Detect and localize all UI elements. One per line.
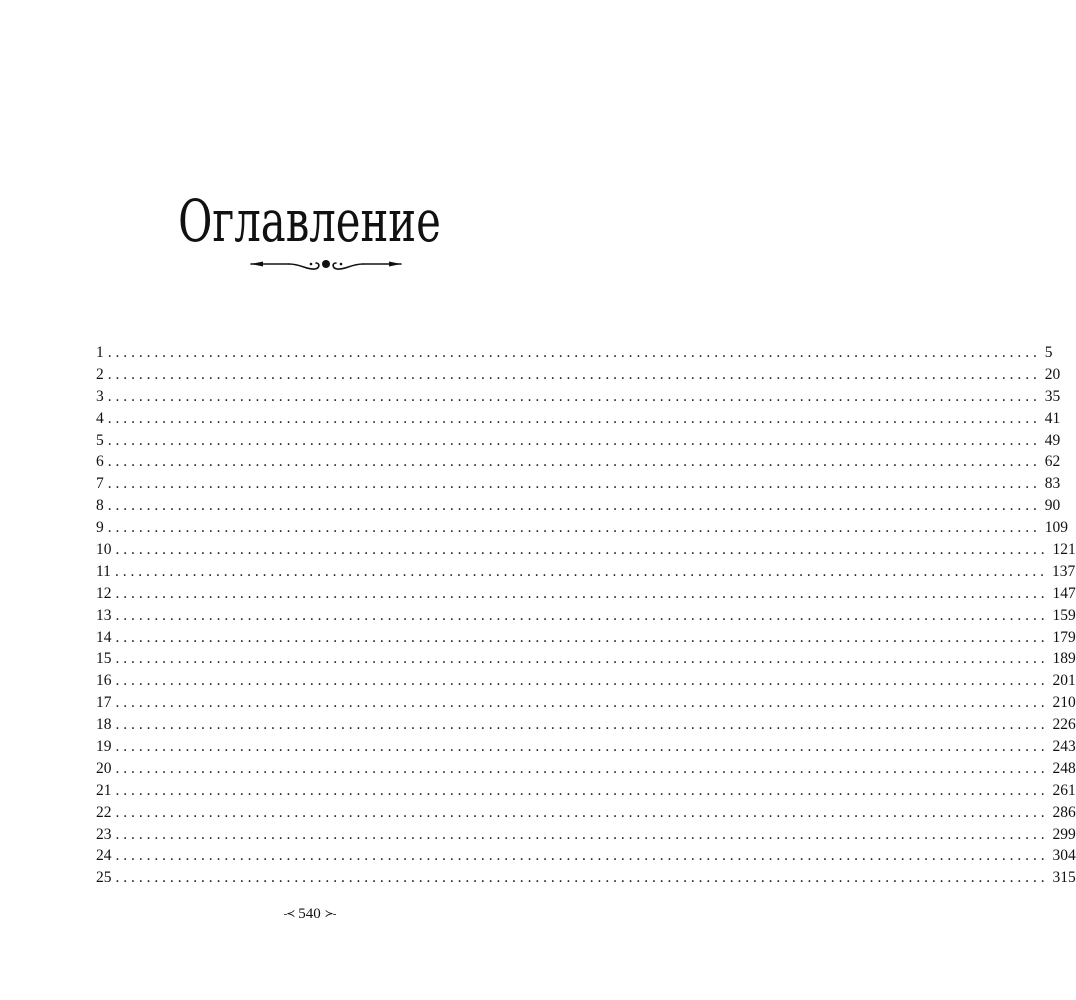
toc-dot-leader: ........................................................................................................................ <box>107 409 1041 427</box>
toc-dot-leader: ........................................................................................................................ <box>115 606 1049 624</box>
toc-dot-leader: ........................................................................................................................ <box>115 781 1049 799</box>
toc-entry[interactable] <box>96 342 1053 364</box>
toc-entry[interactable] <box>96 408 1061 430</box>
toc-entry[interactable] <box>96 845 1076 867</box>
toc-page-number: 201 <box>1049 670 1076 692</box>
toc-chapter-number: 25 <box>96 869 112 887</box>
toc-page-number: 304 <box>1049 845 1076 867</box>
toc-entry[interactable] <box>96 736 1076 758</box>
toc-dot-leader: ........................................................................................................................ <box>115 628 1049 646</box>
table-of-contents <box>96 342 1076 889</box>
toc-dot-leader: ........................................................................................................................ <box>115 716 1049 734</box>
toc-entry[interactable] <box>96 561 1076 583</box>
toc-dot-leader: ........................................................................................................................ <box>115 803 1049 821</box>
toc-entry[interactable] <box>96 692 1076 714</box>
folio-page-number: 540 <box>298 906 321 922</box>
toc-dot-leader: ........................................................................................................................ <box>107 475 1041 493</box>
toc-chapter-number: 12 <box>96 584 112 602</box>
toc-entry[interactable] <box>96 824 1076 846</box>
toc-dot-leader: ........................................................................................................................ <box>115 650 1049 668</box>
toc-chapter-number: 10 <box>96 541 112 559</box>
toc-dot-leader: ........................................................................................................................ <box>115 847 1049 865</box>
toc-page-number: 261 <box>1049 780 1076 802</box>
toc-chapter-number: 4 <box>96 409 104 427</box>
flourish-divider-icon <box>249 255 403 275</box>
toc-page-number: 20 <box>1041 364 1061 386</box>
toc-dot-leader: ........................................................................................................................ <box>107 453 1041 471</box>
toc-page-number: 83 <box>1041 473 1061 495</box>
toc-entry[interactable] <box>96 714 1076 736</box>
toc-page-number: 137 <box>1048 561 1075 583</box>
toc-dot-leader: ........................................................................................................................ <box>107 344 1041 361</box>
toc-page-number: 159 <box>1049 605 1076 627</box>
page-title: Оглавление <box>178 187 441 255</box>
toc-chapter-number: 3 <box>96 387 104 405</box>
toc-chapter-number: 21 <box>96 781 112 799</box>
toc-chapter-number: 2 <box>96 365 104 383</box>
toc-dot-leader: ........................................................................................................................ <box>115 672 1049 690</box>
toc-dot-leader: ........................................................................................................................ <box>115 825 1049 843</box>
toc-dot-leader: ........................................................................................................................ <box>115 759 1049 777</box>
toc-page-number: 248 <box>1049 758 1076 780</box>
toc-chapter-number: 24 <box>96 847 112 865</box>
toc-page-number: 62 <box>1041 451 1061 473</box>
page-folio <box>0 904 619 924</box>
toc-entry[interactable] <box>96 648 1076 670</box>
toc-page-number: 286 <box>1049 802 1076 824</box>
toc-page-number: 41 <box>1041 408 1061 430</box>
folio-right-ornament: ≻- <box>324 908 336 920</box>
toc-dot-leader: ........................................................................................................................ <box>107 519 1041 537</box>
toc-dot-leader: ........................................................................................................................ <box>107 365 1041 383</box>
toc-page-number: 315 <box>1049 867 1076 889</box>
toc-entry[interactable] <box>96 451 1061 473</box>
toc-entry[interactable] <box>96 539 1076 561</box>
toc-entry[interactable] <box>96 386 1061 408</box>
toc-dot-leader: ........................................................................................................................ <box>115 738 1049 756</box>
toc-chapter-number: 18 <box>96 716 112 734</box>
toc-page-number: 299 <box>1049 824 1076 846</box>
toc-page-number: 109 <box>1041 517 1068 539</box>
toc-chapter-number: 13 <box>96 606 112 624</box>
toc-page-number: 243 <box>1049 736 1076 758</box>
folio-left-ornament: -≺ <box>283 908 295 920</box>
toc-page-number: 179 <box>1049 627 1076 649</box>
toc-page-number: 5 <box>1041 342 1053 364</box>
toc-entry[interactable] <box>96 473 1061 495</box>
toc-chapter-number: 5 <box>96 431 104 449</box>
toc-page-number: 121 <box>1049 539 1076 561</box>
toc-entry[interactable] <box>96 430 1061 452</box>
toc-entry[interactable] <box>96 802 1076 824</box>
toc-chapter-number: 1 <box>96 344 104 361</box>
toc-chapter-number: 17 <box>96 694 112 712</box>
toc-entry[interactable] <box>96 495 1061 517</box>
toc-dot-leader: ........................................................................................................................ <box>115 584 1049 602</box>
toc-entry[interactable] <box>96 605 1076 627</box>
toc-entry[interactable] <box>96 627 1076 649</box>
toc-page-number: 90 <box>1041 495 1061 517</box>
toc-chapter-number: 8 <box>96 497 104 515</box>
toc-page-number: 147 <box>1049 583 1076 605</box>
toc-entry[interactable] <box>96 867 1076 889</box>
toc-chapter-number: 20 <box>96 759 112 777</box>
toc-page-number: 226 <box>1049 714 1076 736</box>
toc-chapter-number: 7 <box>96 475 104 493</box>
toc-page-number: 189 <box>1049 648 1076 670</box>
toc-dot-leader: ........................................................................................................................ <box>115 541 1049 559</box>
toc-chapter-number: 15 <box>96 650 112 668</box>
toc-chapter-number: 11 <box>96 562 111 580</box>
toc-entry[interactable] <box>96 780 1076 802</box>
toc-chapter-number: 9 <box>96 519 104 537</box>
toc-dot-leader: ........................................................................................................................ <box>115 869 1049 887</box>
toc-page-number: 35 <box>1041 386 1061 408</box>
toc-chapter-number: 22 <box>96 803 112 821</box>
toc-entry[interactable] <box>96 670 1076 692</box>
toc-dot-leader: ........................................................................................................................ <box>114 562 1048 580</box>
toc-chapter-number: 14 <box>96 628 112 646</box>
toc-entry[interactable] <box>96 364 1061 386</box>
toc-dot-leader: ........................................................................................................................ <box>107 387 1041 405</box>
toc-dot-leader: ........................................................................................................................ <box>107 431 1041 449</box>
toc-page-number: 49 <box>1041 430 1061 452</box>
toc-entry[interactable] <box>96 517 1068 539</box>
toc-chapter-number: 19 <box>96 738 112 756</box>
toc-chapter-number: 16 <box>96 672 112 690</box>
toc-entry[interactable] <box>96 583 1076 605</box>
toc-dot-leader: ........................................................................................................................ <box>107 497 1041 515</box>
toc-page-number: 210 <box>1049 692 1076 714</box>
toc-entry[interactable] <box>96 758 1076 780</box>
toc-dot-leader: ........................................................................................................................ <box>115 694 1049 712</box>
toc-chapter-number: 23 <box>96 825 112 843</box>
toc-chapter-number: 6 <box>96 453 104 471</box>
